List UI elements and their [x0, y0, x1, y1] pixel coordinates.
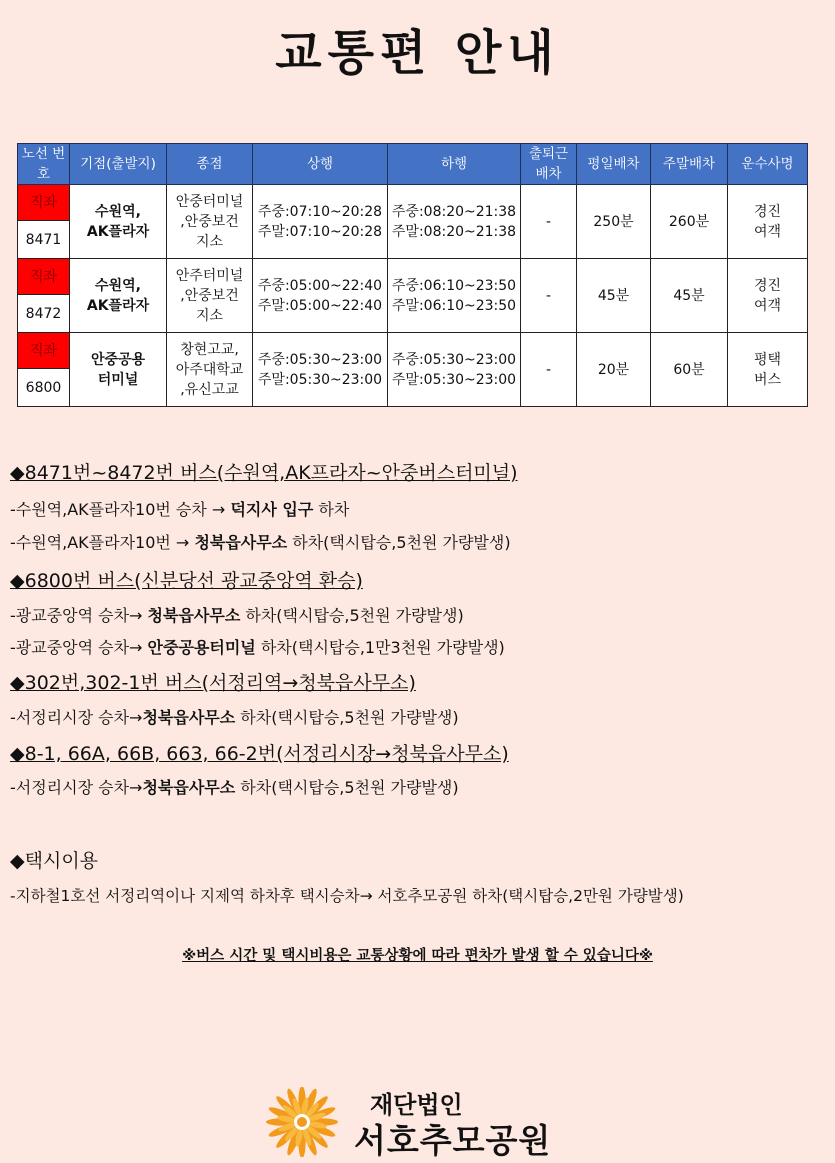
- notice-text: ※버스 시간 및 택시비용은 교통상황에 따라 편차가 발생 할 수 있습니다※: [182, 948, 653, 964]
- route-number: 8472: [18, 295, 70, 333]
- up-times-cell: 주중:05:00~22:40 주말:05:00~22:40: [253, 259, 388, 333]
- header-route-number: 노선 번호: [18, 144, 70, 185]
- header-operator: 운수사명: [728, 144, 808, 185]
- route-badge: 직좌: [18, 185, 70, 221]
- section-line: -광교중앙역 승차→ 안중공용터미널 하차(택시탑승,1만3천원 가량발생): [10, 638, 505, 657]
- origin-cell: 안중공용 터미널: [70, 333, 167, 407]
- weekday-interval-cell: 250분: [577, 185, 651, 259]
- terminal-cell: 안주터미널 ,안중보건 지소: [167, 259, 253, 333]
- up-times-cell: 주중:07:10~20:28 주말:07:10~20:28: [253, 185, 388, 259]
- section-line: -수원역,AK플라자10번 → 청북읍사무소 하차(택시탑승,5천원 가량발생): [10, 533, 511, 552]
- header-weekday: 평일배차: [577, 144, 651, 185]
- header-origin: 기점(출발지): [70, 144, 167, 185]
- header-down: 하행: [388, 144, 521, 185]
- operator-cell: 평택 버스: [728, 333, 808, 407]
- section-heading-8471: ◆8471번~8472번 버스(수원역,AK프라자~안중버스터미널): [10, 462, 518, 484]
- weekend-interval-cell: 260분: [651, 185, 728, 259]
- section-line: -광교중앙역 승차→ 청북읍사무소 하차(택시탑승,5천원 가량발생): [10, 606, 464, 625]
- weekday-interval-cell: 45분: [577, 259, 651, 333]
- terminal-cell: 안중터미널 ,안중보건 지소: [167, 185, 253, 259]
- route-badge: 직좌: [18, 333, 70, 369]
- route-number: 8471: [18, 221, 70, 259]
- down-times-cell: 주중:08:20~21:38 주말:08:20~21:38: [388, 185, 521, 259]
- header-weekend: 주말배차: [651, 144, 728, 185]
- down-times-cell: 주중:06:10~23:50 주말:06:10~23:50: [388, 259, 521, 333]
- route-badge: 직좌: [18, 259, 70, 295]
- logo-name: 서호추모공원: [354, 1121, 552, 1160]
- rush-cell: -: [521, 333, 577, 407]
- header-terminal: 종점: [167, 144, 253, 185]
- section-line: -서정리시장 승차→청북읍사무소 하차(택시탑승,5천원 가량발생): [10, 708, 459, 727]
- table-row: [18, 185, 808, 221]
- section-heading-6800: ◆6800번 버스(신분당선 광교중앙역 환승): [10, 570, 363, 592]
- operator-cell: 경진 여객: [728, 259, 808, 333]
- section-heading-302: ◆302번,302-1번 버스(서정리역→청북읍사무소): [10, 672, 416, 694]
- weekend-interval-cell: 45분: [651, 259, 728, 333]
- table-header-row: [18, 144, 808, 185]
- header-up: 상행: [253, 144, 388, 185]
- section-line: -수원역,AK플라자10번 승차 → 덕지사 입구 하차: [10, 500, 350, 519]
- logo-subtitle: 재단법인: [370, 1091, 463, 1119]
- header-rush: 출퇴근 배차: [521, 144, 577, 185]
- page-title: 교통편 안내: [275, 25, 560, 81]
- chrysanthemum-icon: [262, 1087, 342, 1157]
- section-line: -서정리시장 승차→청북읍사무소 하차(택시탑승,5천원 가량발생): [10, 778, 459, 797]
- rush-cell: -: [521, 185, 577, 259]
- table-row: [18, 259, 808, 295]
- down-times-cell: 주중:05:30~23:00 주말:05:30~23:00: [388, 333, 521, 407]
- section-heading-8-1: ◆8-1, 66A, 66B, 663, 66-2번(서정리시장→청북읍사무소): [10, 743, 509, 765]
- origin-cell: 수원역, AK플라자: [70, 259, 167, 333]
- route-number: 6800: [18, 369, 70, 407]
- weekday-interval-cell: 20분: [577, 333, 651, 407]
- origin-cell: 수원역, AK플라자: [70, 185, 167, 259]
- section-heading-taxi: ◆택시이용: [10, 850, 99, 872]
- up-times-cell: 주중:05:30~23:00 주말:05:30~23:00: [253, 333, 388, 407]
- table-row: [18, 333, 808, 369]
- foundation-logo: [262, 1085, 662, 1160]
- rush-cell: -: [521, 259, 577, 333]
- route-table: [17, 143, 808, 407]
- operator-cell: 경진 여객: [728, 185, 808, 259]
- terminal-cell: 창현고교, 아주대학교 ,유신고교: [167, 333, 253, 407]
- weekend-interval-cell: 60분: [651, 333, 728, 407]
- section-line: -지하철1호선 서정리역이나 지제역 하차후 택시승차→ 서호추모공원 하차(택시탑승,2만원 가량발생): [10, 887, 684, 905]
